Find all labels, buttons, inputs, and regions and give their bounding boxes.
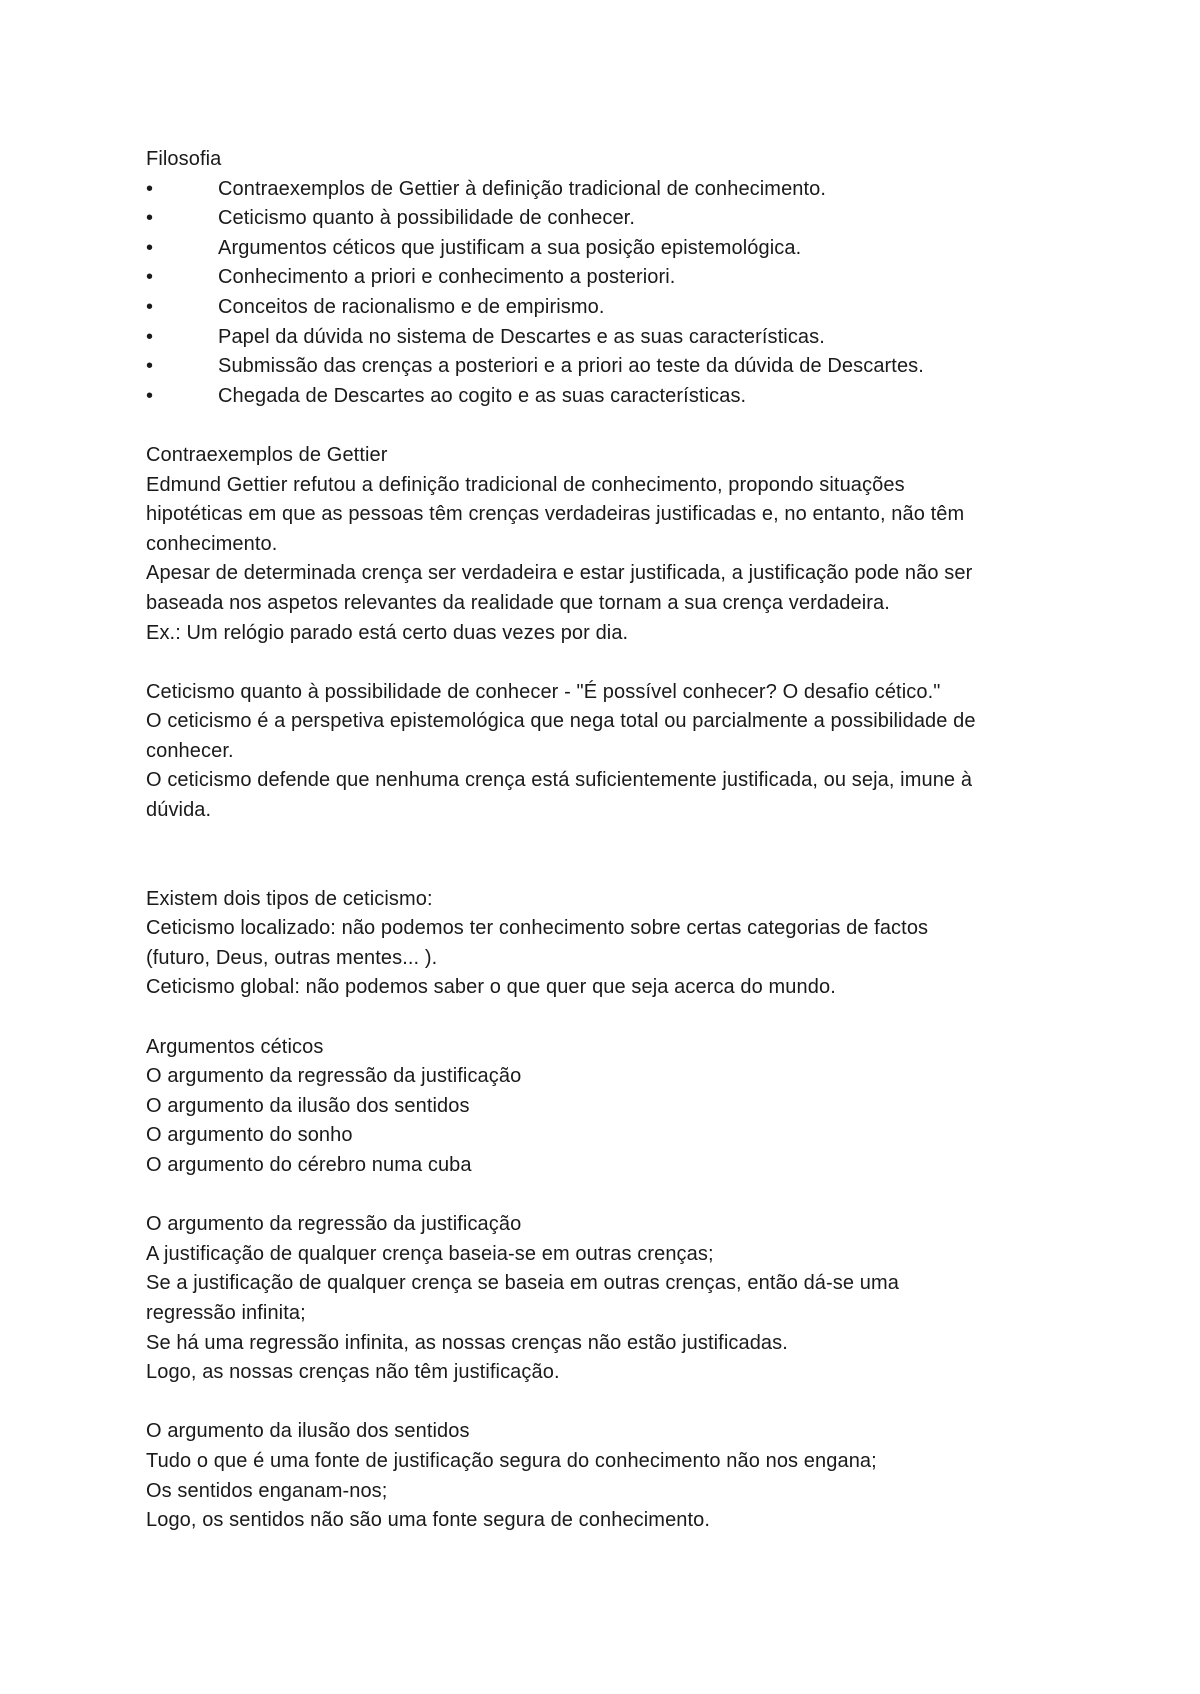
bullet-text: Conceitos de racionalismo e de empirismo. (218, 295, 605, 318)
paragraph-line: (futuro, Deus, outras mentes... ). (146, 946, 438, 969)
bullet-icon: • (146, 207, 154, 230)
list-item: O argumento da ilusão dos sentidos (146, 1094, 470, 1117)
bullet-text: Contraexemplos de Gettier à definição tradicional de conhecimento. (218, 177, 827, 200)
list-item (146, 175, 1086, 205)
list-item: O argumento do cérebro numa cuba (146, 1154, 472, 1176)
bullet-icon: • (146, 177, 154, 200)
gettier-section (146, 441, 1086, 648)
paragraph-line: conhecer. (146, 739, 234, 762)
paragraph-line: regressão infinita; (146, 1301, 306, 1324)
topics-bullet-list (146, 175, 1086, 412)
paragraph-line: Ceticismo localizado: não podemos ter conhecimento sobre certas categorias de factos (146, 917, 929, 940)
paragraph-line: dúvida. (146, 799, 212, 822)
bullet-text: Submissão das crenças a posteriori e a priori ao teste da dúvida de Descartes. (218, 355, 924, 378)
paragraph-line: conhecimento. (146, 532, 278, 555)
spacer (146, 1181, 1086, 1211)
bullet-icon: • (146, 295, 154, 318)
bullet-icon: • (146, 325, 154, 348)
argumentos-section (146, 1033, 1086, 1181)
bullet-icon: • (146, 384, 154, 407)
paragraph-line: Apesar de determinada crença ser verdadeira e estar justificada, a justificação pode não ser (146, 562, 973, 585)
paragraph-line: Se a justificação de qualquer crença se baseia em outras crenças, então dá-se uma (146, 1272, 899, 1295)
spacer (146, 411, 1086, 441)
example-line: Ex.: Um relógio parado está certo duas vezes por dia. (146, 621, 629, 644)
list-item: O argumento da regressão da justificação (146, 1065, 522, 1088)
paragraph-line: O ceticismo defende que nenhuma crença está suficientemente justificada, ou seja, imune à (146, 769, 973, 792)
paragraph-line: A justificação de qualquer crença baseia-se em outras crenças; (146, 1242, 714, 1265)
bullet-text: Conhecimento a priori e conhecimento a posteriori. (218, 266, 676, 289)
paragraph-line: baseada nos aspetos relevantes da realidade que tornam a sua crença verdadeira. (146, 591, 890, 614)
paragraph-line: Edmund Gettier refutou a definição tradicional de conhecimento, propondo situações (146, 473, 905, 496)
spacer (146, 648, 1086, 678)
list-item (146, 352, 1086, 382)
list-item (146, 204, 1086, 234)
section-heading: Existem dois tipos de ceticismo: (146, 887, 433, 910)
paragraph-line: Ceticismo global: não podemos saber o que quer que seja acerca do mundo. (146, 976, 836, 999)
document-page (146, 145, 1086, 1536)
bullet-icon: • (146, 355, 154, 378)
paragraph-line: O ceticismo é a perspetiva epistemológica que nega total ou parcialmente a possibilidade de (146, 710, 976, 733)
paragraph-line: Tudo o que é uma fonte de justificação segura do conhecimento não nos engana; (146, 1449, 877, 1472)
bullet-text: Chegada de Descartes ao cogito e as suas características. (218, 384, 747, 407)
tipos-section (146, 885, 1086, 1003)
list-item (146, 234, 1086, 264)
list-item (146, 293, 1086, 323)
bullet-text: Papel da dúvida no sistema de Descartes e as suas características. (218, 325, 825, 348)
bullet-text: Ceticismo quanto à possibilidade de conhecer. (218, 207, 635, 230)
section-heading: Argumentos céticos (146, 1035, 324, 1058)
section-heading: Contraexemplos de Gettier (146, 443, 388, 466)
spacer (146, 1003, 1086, 1033)
regressao-section (146, 1210, 1086, 1388)
list-item: O argumento do sonho (146, 1124, 353, 1147)
paragraph-line: Logo, as nossas crenças não têm justificação. (146, 1361, 560, 1384)
list-item (146, 382, 1086, 412)
spacer (146, 1388, 1086, 1418)
paragraph-line: Logo, os sentidos não são uma fonte segura de conhecimento. (146, 1509, 711, 1532)
ceticismo-section (146, 678, 1086, 826)
paragraph-line: hipotéticas em que as pessoas têm crenças verdadeiras justificadas e, no entanto, não têm (146, 503, 965, 526)
spacer (146, 826, 1086, 885)
bullet-text: Argumentos céticos que justificam a sua posição epistemológica. (218, 236, 802, 259)
bullet-icon: • (146, 266, 154, 289)
paragraph-line: Os sentidos enganam-nos; (146, 1479, 388, 1502)
section-heading: O argumento da regressão da justificação (146, 1213, 522, 1236)
bullet-icon: • (146, 236, 154, 259)
section-heading: Ceticismo quanto à possibilidade de conhecer - "É possível conhecer? O desafio cético." (146, 680, 941, 703)
section-heading: O argumento da ilusão dos sentidos (146, 1420, 470, 1443)
document-title: Filosofia (146, 148, 222, 170)
list-item (146, 263, 1086, 293)
list-item (146, 323, 1086, 353)
ilusao-section (146, 1417, 1086, 1535)
paragraph-line: Se há uma regressão infinita, as nossas crenças não estão justificadas. (146, 1331, 788, 1354)
